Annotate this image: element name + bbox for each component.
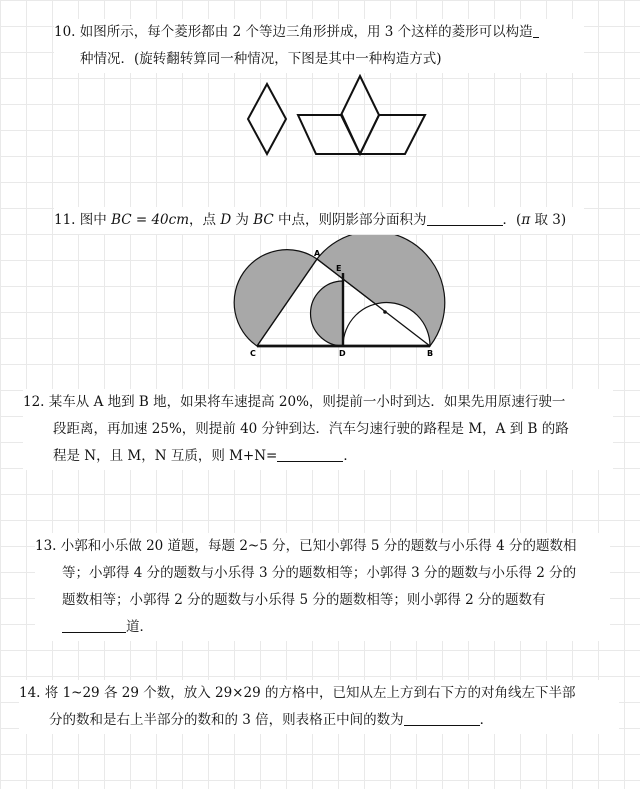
semicircle-figure [232,235,454,360]
question-12-text3-end: ． [343,448,357,464]
answer-blank [277,447,343,462]
label-b: B [427,349,434,358]
question-11-text-d: 中点，则阴影部分面积为 [273,212,427,228]
label-a: A [314,249,321,258]
question-14-text1: 将 1~29 各 29 个数，放入 29×29 的方格中，已知从左上方到右下方的对角线左下半部 [44,685,576,701]
question-14-text2: 分的数和是右上半部分的数和的 3 倍，则表格正中间的数为 [49,712,404,728]
single-rhombus [248,84,286,154]
question-14-line2 [19,707,619,734]
rhombus-top [341,76,379,154]
question-12-text1: 某车从 A 地到 B 地，如果将车速提高 20%，则提前一小时到达．如果先用原速行驶一 [48,394,566,410]
question-13-line3: 题数相等；小郭得 2 分的题数与小乐得 5 分的题数相等；则小郭得 2 分的题数有 [62,592,546,608]
answer-blank [427,211,503,226]
rhombus-right [360,115,425,154]
answer-blank [533,23,539,38]
question-14 [19,680,619,734]
question-number: 12. [23,394,45,410]
question-13-line1 [35,533,610,560]
segment-bc: BC = 40cm [111,212,190,228]
point-d: D [220,212,232,228]
question-10 [54,19,584,73]
label-c: C [250,349,256,358]
question-12-text3: 程是 N，且 M，N 互质，则 M+N= [53,448,278,464]
question-13-text1: 小郭和小乐做 20 道题，每题 2~5 分，已知小郭得 5 分的题数与小乐得 4 分的题数相 [60,538,577,554]
shaded-semicircle-ca [234,250,317,346]
label-d: D [339,349,346,358]
question-13-line2: 等；小郭得 4 分的题数与小乐得 3 分的题数相等；小郭得 3 分的题数与小乐得 2 分的 [62,565,577,581]
question-12 [23,389,613,470]
shaded-semicircle-small [311,281,343,346]
question-number: 14. [19,685,41,701]
answer-blank [62,618,126,633]
question-11-text-a: 图中 [79,212,112,228]
pi-symbol: π [521,212,531,228]
question-11 [54,207,584,234]
question-13 [35,533,610,641]
rhombus-figure [240,74,440,164]
question-number: 10. [54,24,76,40]
question-10-line1 [54,19,584,46]
segment-bc-2: BC [253,212,274,228]
question-14-text2-end: ． [479,712,494,728]
question-13-line4 [35,614,610,641]
question-11-text-c: 为 [231,212,254,228]
answer-blank [404,711,480,726]
question-number: 13. [35,538,57,554]
center-dot [383,310,387,314]
question-number: 11. [54,212,76,228]
question-12-line2: 段距离，再加速 25%，则提前 40 分钟到达．汽车匀速行驶的路程是 M，A 到 B 的路 [53,421,569,437]
question-10-text1: 如图所示，每个菱形都由 2 个等边三角形拼成，用 3 个这样的菱形可以构造 [79,24,533,40]
question-10-line2: 种情况．(旋转翻转算同一种情况，下图是其中一种构造方式) [80,51,442,67]
question-12-line3 [23,443,613,470]
question-11-text-b: ，点 [189,212,221,228]
question-14-line1 [19,680,619,707]
label-e: E [336,264,342,273]
question-11-text-f: 取 3) [530,212,567,228]
question-11-text-e: ．( [502,212,522,228]
question-12-line1 [23,389,613,416]
question-13-text4: 道． [126,619,153,635]
